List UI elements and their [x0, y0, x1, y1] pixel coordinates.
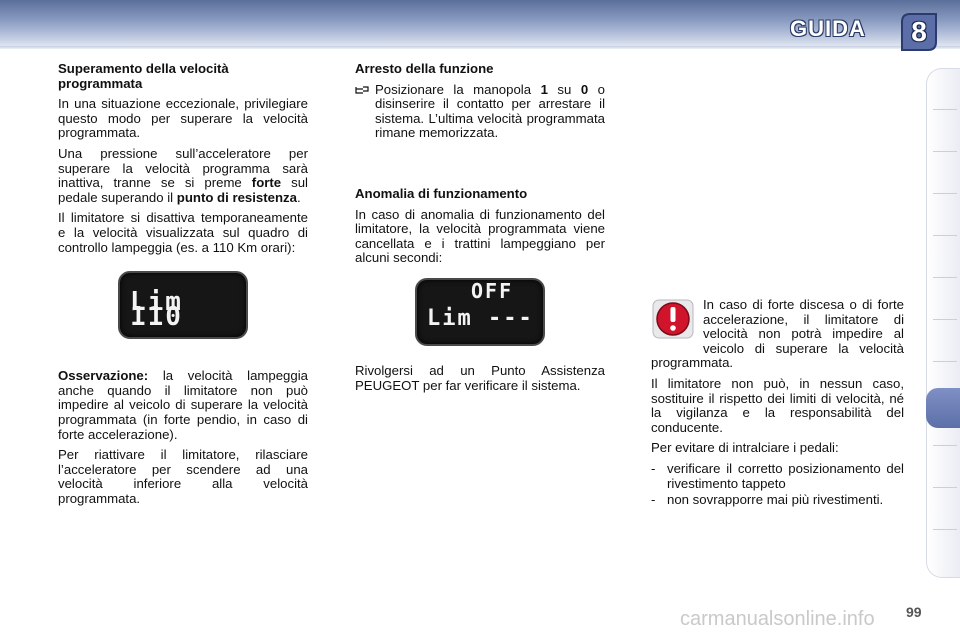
- tab-divider: [933, 361, 957, 362]
- heading-stop: Arresto della funzione: [355, 61, 494, 76]
- display-slot: [355, 272, 605, 364]
- text-run: Posizionare la manopola: [375, 81, 541, 97]
- display-readout: Lim 110: [130, 287, 183, 332]
- list-item-text: [375, 83, 605, 141]
- tab-divider: [933, 529, 957, 530]
- heading-malfunction: Anomalia di funzionamento: [355, 185, 528, 201]
- list-item: [355, 83, 605, 141]
- spacer: [355, 141, 605, 187]
- text-run: la velocità lampeggia anche quando il limitatore non può impedire al veicolo di superare la velocità programmata (in forte pendio, in caso di forte accelerazione).: [58, 368, 308, 442]
- pointing-hand-icon: [355, 83, 369, 141]
- speed-display: [118, 271, 248, 339]
- text-run: Una pressione sull’acceleratore per superare la velocità programma sarà inattiva, tranne se si preme: [58, 145, 308, 191]
- paragraph: Per evitare di intralciare i pedali:: [651, 440, 839, 456]
- paragraph: Il limitatore si disattiva temporaneamente e la velocità visualizzata sul quadro di controllo lampeggia (es. a 110 Km orari):: [58, 210, 308, 255]
- watermark: carmanualsonline.info: [680, 608, 875, 630]
- heading-overspeed: Superamento della velocità programmata: [58, 61, 229, 91]
- list-item: [651, 493, 904, 508]
- list-dash: -: [651, 460, 656, 476]
- paragraph: In una situazione eccezionale, privilegiare questo modo per superare la velocità programmata.: [58, 96, 308, 141]
- text-run: .: [296, 189, 301, 205]
- tab-divider: [933, 151, 957, 152]
- chapter-badge: [898, 12, 940, 52]
- tab-divider: [933, 235, 957, 236]
- paragraph-service: Rivolgersi ad un Punto Assistenza PEUGEOT per far verificare il sistema.: [355, 362, 605, 393]
- column-right: [651, 298, 904, 508]
- chapter-tab-active[interactable]: [926, 388, 960, 428]
- list-item-text: non sovrapporre mai più rivestimenti.: [667, 492, 884, 508]
- display-readout: Lim ---: [427, 305, 534, 331]
- paragraph-kickdown: [58, 147, 308, 205]
- tab-divider: [933, 445, 957, 446]
- chapter-tabs: [926, 68, 960, 578]
- display-slot: [58, 261, 308, 369]
- paragraph: In caso di forte discesa o di forte accelerazione, il limitatore di velocità non potrà impedire al veicolo di superare la velocità programmata.: [651, 297, 904, 371]
- text-bold: 1: [540, 81, 548, 97]
- page-number: 99: [906, 604, 922, 620]
- column-left: [58, 62, 308, 512]
- tab-divider: [933, 277, 957, 278]
- observation-label: Osservazione:: [58, 368, 149, 384]
- tab-divider: [933, 193, 957, 194]
- list-item-text: verificare il corretto posizionamento del rivestimento tappeto: [667, 460, 904, 491]
- chapter-number: 8: [911, 16, 927, 47]
- text-run: sul pedale superando il: [58, 175, 308, 205]
- header-divider: [0, 46, 960, 49]
- tab-divider: [933, 109, 957, 110]
- text-run: o disinserire il contatto per arrestare il sistema. L’ultima velocità programmata rimane memorizzata.: [375, 81, 605, 141]
- text-bold: 0: [580, 81, 589, 97]
- observation: [58, 369, 308, 442]
- column-middle: [355, 62, 605, 399]
- text-bold: punto di resistenza: [176, 189, 297, 205]
- section-title: GUIDA: [790, 16, 866, 41]
- text-run: su: [547, 81, 581, 97]
- warning-exclamation-icon: [651, 298, 703, 344]
- list-item: [651, 462, 904, 493]
- fault-display: [415, 278, 545, 346]
- text-bold: forte: [251, 175, 282, 191]
- paragraph: Per riattivare il limitatore, rilasciare l’acceleratore per scendere ad una velocità inferiore alla velocità programmata.: [58, 447, 308, 506]
- tab-divider: [933, 487, 957, 488]
- list-dash: -: [651, 492, 656, 508]
- display-status: OFF: [471, 278, 514, 303]
- paragraph: Il limitatore non può, in nessun caso, sostituire il rispetto dei limiti di velocità, né la vigilanza e la responsabilità del conducente.: [651, 375, 904, 435]
- tab-divider: [933, 319, 957, 320]
- paragraph: In caso di anomalia di funzionamento del limitatore, la velocità programmata viene cancellata e i trattini lampeggiano per alcuni secondi:: [355, 206, 605, 266]
